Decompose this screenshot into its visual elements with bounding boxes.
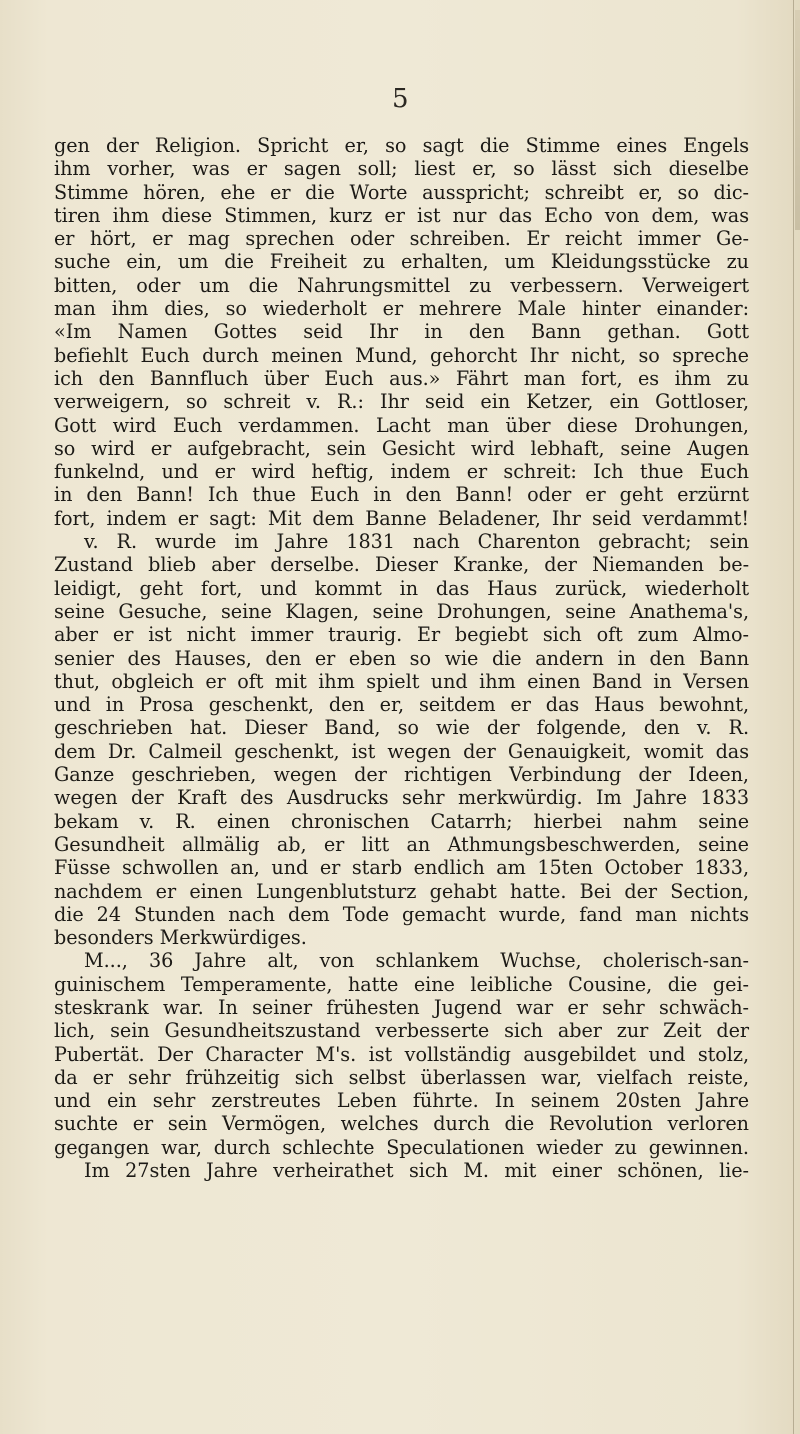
text-line: Gesundheit allmälig ab, er litt an Athmungsbeschwerden, seine: [54, 832, 749, 856]
page-number: 5: [392, 84, 409, 114]
text-line: leidigt, geht fort, und kommt in das Haus zurück, wiederholt: [54, 576, 749, 600]
text-line: und in Prosa geschenkt, den er, seitdem er das Haus bewohnt,: [54, 693, 749, 717]
text-line: gegangen war, durch schlechte Speculationen wieder zu gewinnen.: [54, 1135, 749, 1159]
text-line: guinischem Temperamente, hatte eine leibliche Cousine, die gei-: [54, 972, 749, 996]
text-line: bitten, oder um die Nahrungsmittel zu verbessern. Verweigert: [54, 273, 749, 297]
text-line: lich, sein Gesundheitszustand verbesserte sich aber zur Zeit der: [54, 1019, 749, 1043]
text-line: in den Bann! Ich thue Euch in den Bann! oder er geht erzürnt: [54, 483, 749, 507]
text-line: Ganze geschrieben, wegen der richtigen Verbindung der Ideen,: [54, 763, 749, 787]
text-line: Pubertät. Der Character M's. ist vollständig ausgebildet und stolz,: [54, 1042, 749, 1066]
page-edge-mark: [795, 10, 800, 230]
text-line: seine Gesuche, seine Klagen, seine Drohungen, seine Anathema's,: [54, 599, 749, 623]
text-line: tiren ihm diese Stimmen, kurz er ist nur das Echo von dem, was: [54, 203, 749, 227]
text-line: geschrieben hat. Dieser Band, so wie der folgende, den v. R.: [54, 716, 749, 740]
paragraph-start: M..., 36 Jahre alt, von schlankem Wuchse, cholerisch-san-: [84, 949, 749, 973]
text-line: Gott wird Euch verdammen. Lacht man über diese Drohungen,: [54, 413, 749, 437]
text-line: Im 27sten Jahre verheirathet sich M. mit einer schönen, lie-: [84, 1159, 749, 1183]
body-text: [54, 134, 749, 1182]
text-line: da er sehr frühzeitig sich selbst überlassen war, vielfach reiste,: [54, 1065, 749, 1089]
text-line: und ein sehr zerstreutes Leben führte. In seinem 20sten Jahre: [54, 1089, 749, 1113]
page-edge-line: [793, 0, 794, 1434]
text-line: bekam v. R. einen chronischen Catarrh; hierbei nahm seine: [54, 809, 749, 833]
text-line: die 24 Stunden nach dem Tode gemacht wurde, fand man nichts: [54, 902, 749, 926]
text-line: gen der Religion. Spricht er, so sagt die Stimme eines Engels: [54, 134, 749, 157]
text-line: so wird er aufgebracht, sein Gesicht wird lebhaft, seine Augen: [54, 436, 749, 460]
text-line: Zustand blieb aber derselbe. Dieser Kranke, der Niemanden be-: [54, 553, 749, 577]
text-line: steskrank war. In seiner frühesten Jugend war er sehr schwäch-: [54, 995, 749, 1019]
text-line: suche ein, um die Freiheit zu erhalten, um Kleidungsstücke zu: [54, 250, 749, 274]
text-line: fort, indem er sagt: Mit dem Banne Beladener, Ihr seid verdammt!: [54, 506, 749, 530]
text-line: dem Dr. Calmeil geschenkt, ist wegen der Genauigkeit, womit das: [54, 739, 749, 763]
text-line: thut, obgleich er oft mit ihm spielt und ihm einen Band in Versen: [54, 669, 749, 693]
text-line: wegen der Kraft des Ausdrucks sehr merkwürdig. Im Jahre 1833: [54, 786, 749, 810]
text-line: Füsse schwollen an, und er starb endlich am 15ten October 1833,: [54, 856, 749, 880]
text-line: verweigern, so schreit v. R.: Ihr seid ein Ketzer, ein Gottloser,: [54, 390, 749, 414]
text-line: ihm vorher, was er sagen soll; liest er, so lässt sich dieselbe: [54, 157, 749, 181]
text-line: er hört, er mag sprechen oder schreiben. Er reicht immer Ge-: [54, 227, 749, 251]
text-line: Stimme hören, ehe er die Worte ausspricht; schreibt er, so dic-: [54, 180, 749, 204]
text-line: aber er ist nicht immer traurig. Er begiebt sich oft zum Almo-: [54, 623, 749, 647]
text-line: senier des Hauses, den er eben so wie die andern in den Bann: [54, 646, 749, 670]
text-line: man ihm dies, so wiederholt er mehrere Male hinter einander:: [54, 297, 749, 321]
text-line: suchte er sein Vermögen, welches durch die Revolution verloren: [54, 1112, 749, 1136]
text-line: befiehlt Euch durch meinen Mund, gehorcht Ihr nicht, so spreche: [54, 343, 749, 367]
text-line: funkelnd, und er wird heftig, indem er schreit: Ich thue Euch: [54, 460, 749, 484]
paragraph-end: besonders Merkwürdiges.: [54, 926, 307, 950]
text-line: ich den Bannfluch über Euch aus.» Fährt man fort, es ihm zu: [54, 366, 749, 390]
text-line-spaced: «Im Namen Gottes seid Ihr in den Bann gethan. Gott: [54, 320, 749, 344]
text-line: nachdem er einen Lungenblutsturz gehabt hatte. Bei der Section,: [54, 879, 749, 903]
paragraph-start: v. R. wurde im Jahre 1831 nach Charenton gebracht; sein: [84, 530, 749, 554]
